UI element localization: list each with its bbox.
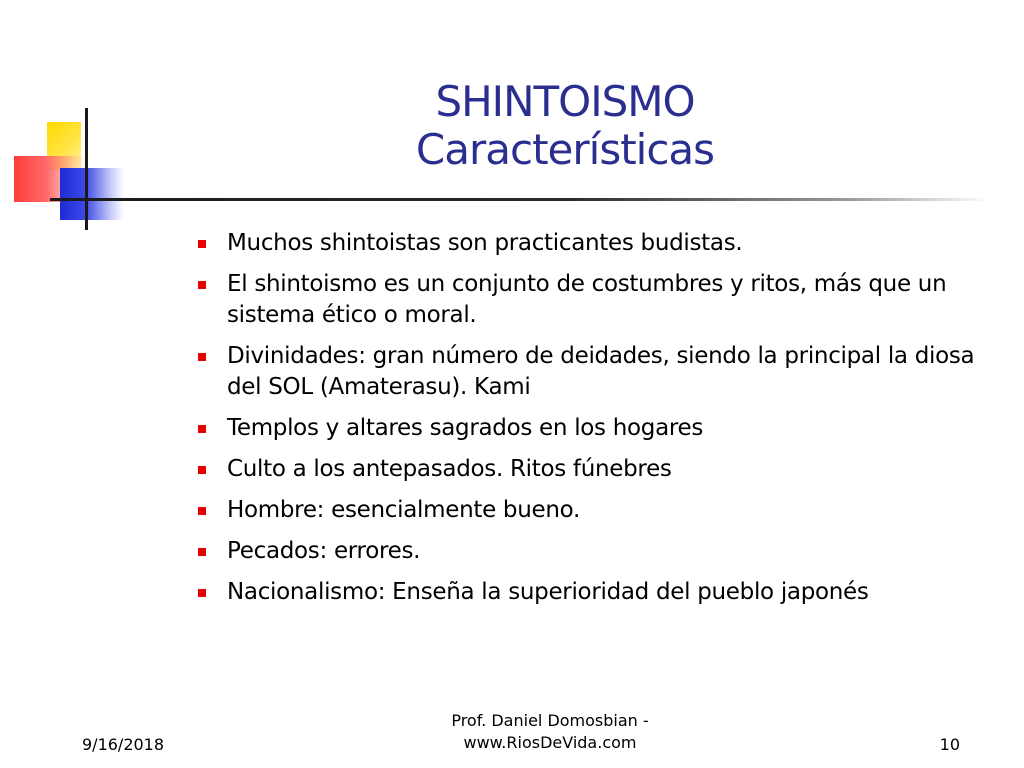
blue-square-shape bbox=[60, 168, 124, 220]
bullet-item bbox=[196, 536, 1006, 567]
footer-author-name: Prof. Daniel Domosbian - bbox=[451, 711, 649, 730]
page-number: 10 bbox=[939, 735, 960, 754]
footer-author bbox=[400, 710, 700, 754]
footer-date: 9/16/2018 bbox=[82, 735, 165, 754]
square-bullet-icon bbox=[198, 425, 206, 433]
bullet-list bbox=[196, 228, 1006, 618]
bullet-item bbox=[196, 341, 1006, 403]
square-bullet-icon bbox=[198, 353, 206, 361]
bullet-text: Hombre: esencialmente bueno. bbox=[227, 497, 581, 523]
bullet-text: Nacionalismo: Enseña la superioridad del pueblo japonés bbox=[227, 579, 869, 605]
bullet-text: Templos y altares sagrados en los hogares bbox=[227, 415, 704, 441]
square-bullet-icon bbox=[198, 466, 206, 474]
bullet-item bbox=[196, 228, 1006, 259]
bullet-item bbox=[196, 413, 1006, 444]
slide-title bbox=[300, 78, 830, 174]
bullet-text: Divinidades: gran número de deidades, siendo la principal la diosa del SOL (Amaterasu). Kami bbox=[227, 343, 975, 400]
bullet-text: Culto a los antepasados. Ritos fúnebres bbox=[227, 456, 672, 482]
square-bullet-icon bbox=[198, 589, 206, 597]
bullet-item bbox=[196, 495, 1006, 526]
bullet-item bbox=[196, 577, 1006, 608]
bullet-text: Muchos shintoistas son practicantes budistas. bbox=[227, 230, 743, 256]
vertical-divider-line bbox=[85, 108, 88, 230]
square-bullet-icon bbox=[198, 281, 206, 289]
square-bullet-icon bbox=[198, 548, 206, 556]
bullet-item bbox=[196, 269, 1006, 331]
bullet-text: El shintoismo es un conjunto de costumbres y ritos, más que un sistema ético o moral. bbox=[227, 271, 947, 328]
bullet-item bbox=[196, 454, 1006, 485]
bullet-text: Pecados: errores. bbox=[227, 538, 421, 564]
square-bullet-icon bbox=[198, 507, 206, 515]
title-line-1: SHINTOISMO bbox=[435, 77, 695, 126]
title-underline bbox=[50, 198, 990, 201]
square-bullet-icon bbox=[198, 240, 206, 248]
footer-author-website: www.RiosDeVida.com bbox=[463, 733, 637, 752]
title-line-2: Características bbox=[415, 125, 715, 174]
